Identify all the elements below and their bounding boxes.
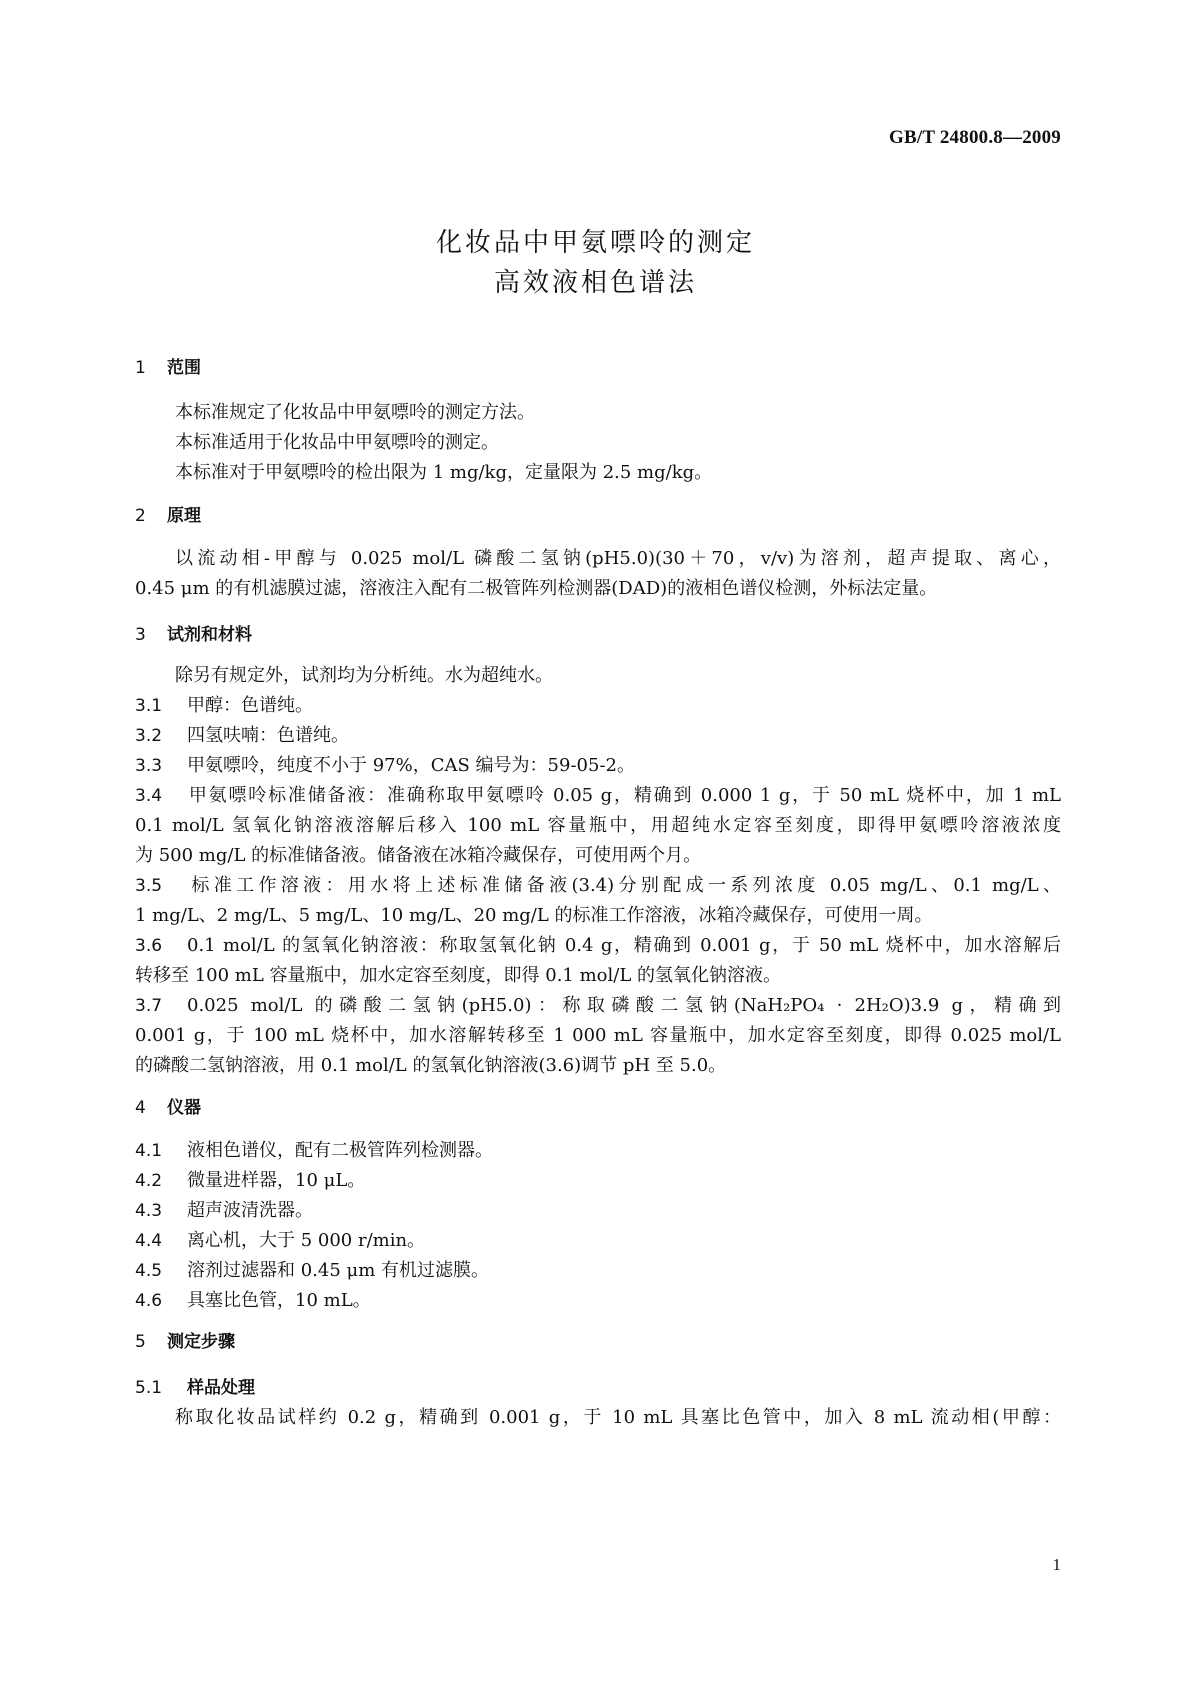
item-4-2 — [135, 1166, 365, 1192]
item-text: 四氢呋喃：色谱纯。 — [187, 725, 349, 746]
item-number: 4.1 — [135, 1141, 163, 1161]
document-subtitle: 高效液相色谱法 — [493, 268, 697, 298]
item-number: 3.3 — [135, 756, 163, 776]
item-3-6-line-2: 转移至 100 mL 容量瓶中，加水定容至刻度，即得 0.1 mol/L 的氢氧化钠溶液。 — [135, 965, 782, 986]
item-text: 超声波清洗器。 — [187, 1200, 313, 1221]
section-5-number: 5 — [135, 1332, 146, 1352]
subsection-5-1-number: 5.1 — [135, 1378, 163, 1398]
section-3-heading — [135, 620, 252, 645]
item-number: 4.6 — [135, 1291, 163, 1311]
section-4-heading — [135, 1093, 201, 1118]
section-5-heading — [135, 1327, 235, 1352]
item-3-7-line-3: 的磷酸二氢钠溶液，用 0.1 mol/L 的氢氧化钠溶液(3.6)调节 pH 至 5.0。 — [135, 1055, 727, 1076]
s1-paragraph-3: 本标准对于甲氨嘌呤的检出限为 1 mg/kg，定量限为 2.5 mg/kg。 — [175, 462, 713, 483]
item-3-1 — [135, 691, 313, 717]
section-2-number: 2 — [135, 506, 146, 526]
item-3-7 — [135, 991, 1061, 1017]
item-text: 甲氨嘌呤标准储备液：准确称取甲氨嘌呤 0.05 g，精确到 0.000 1 g，于 50 mL 烧杯中，加 1 mL — [187, 785, 1061, 806]
section-2-heading — [135, 501, 201, 526]
item-3-4 — [135, 781, 1061, 807]
item-3-7-line-2: 0.001 g，于 100 mL 烧杯中，加水溶解转移至 1 000 mL 容量瓶中，加水定容至刻度，即得 0.025 mol/L — [135, 1025, 1061, 1046]
item-3-5 — [135, 871, 1061, 897]
item-number: 4.4 — [135, 1231, 163, 1251]
s1-paragraph-2: 本标准适用于化妆品中甲氨嘌呤的测定。 — [175, 432, 499, 453]
s3-intro: 除另有规定外，试剂均为分析纯。水为超纯水。 — [175, 665, 553, 686]
item-3-5-line-2: 1 mg/L、2 mg/L、5 mg/L、10 mg/L、20 mg/L 的标准工作溶液，冰箱冷藏保存，可使用一周。 — [135, 905, 933, 926]
document-title: 化妆品中甲氨嘌呤的测定 — [435, 228, 755, 258]
item-3-3 — [135, 751, 635, 777]
s1-paragraph-1: 本标准规定了化妆品中甲氨嘌呤的测定方法。 — [175, 402, 535, 423]
item-3-4-line-2: 0.1 mol/L 氢氧化钠溶液溶解后移入 100 mL 容量瓶中，用超纯水定容至刻度，即得甲氨嘌呤溶液浓度 — [135, 815, 1061, 836]
section-3-title: 试剂和材料 — [167, 625, 252, 645]
item-4-4 — [135, 1226, 425, 1252]
item-number: 3.4 — [135, 786, 163, 806]
item-text: 甲醇：色谱纯。 — [187, 695, 313, 716]
item-number: 3.5 — [135, 876, 163, 896]
section-4-title: 仪器 — [167, 1098, 201, 1118]
s2-line-1: 以流动相-甲醇与 0.025 mol/L 磷酸二氢钠(pH5.0)(30＋70，v/v)为溶剂，超声提取、离心， — [175, 548, 1061, 569]
item-number: 4.3 — [135, 1201, 163, 1221]
item-3-2 — [135, 721, 349, 747]
item-3-6 — [135, 931, 1061, 957]
item-4-5 — [135, 1256, 489, 1282]
item-number: 3.1 — [135, 696, 163, 716]
item-text: 0.1 mol/L 的氢氧化钠溶液：称取氢氧化钠 0.4 g，精确到 0.001 g，于 50 mL 烧杯中，加水溶解后 — [187, 935, 1061, 956]
section-1-title: 范围 — [167, 358, 201, 378]
item-4-6 — [135, 1286, 371, 1312]
section-5-title: 测定步骤 — [167, 1332, 235, 1352]
item-4-3 — [135, 1196, 313, 1222]
item-text: 液相色谱仪，配有二极管阵列检测器。 — [187, 1140, 493, 1161]
s5-1-line-1: 称取化妆品试样约 0.2 g，精确到 0.001 g，于 10 mL 具塞比色管中，加入 8 mL 流动相(甲醇： — [175, 1407, 1061, 1428]
item-3-4-line-3: 为 500 mg/L 的标准储备液。储备液在冰箱冷藏保存，可使用两个月。 — [135, 845, 702, 866]
section-1-heading — [135, 353, 201, 378]
item-text: 0.025 mol/L 的磷酸二氢钠(pH5.0)：称取磷酸二氢钠(NaH₂PO₄ · 2H₂O)3.9 g，精确到 — [187, 995, 1061, 1016]
section-2-title: 原理 — [167, 506, 201, 526]
item-text: 溶剂过滤器和 0.45 μm 有机过滤膜。 — [187, 1260, 490, 1281]
section-4-number: 4 — [135, 1098, 146, 1118]
item-text: 离心机，大于 5 000 r/min。 — [187, 1230, 426, 1251]
item-text: 标准工作溶液：用水将上述标准储备液(3.4)分别配成一系列浓度 0.05 mg/L、0.1 mg/L、 — [187, 875, 1061, 896]
item-number: 3.7 — [135, 996, 163, 1016]
item-number: 3.6 — [135, 936, 163, 956]
item-number: 3.2 — [135, 726, 163, 746]
item-number: 4.2 — [135, 1171, 163, 1191]
subsection-5-1-title: 样品处理 — [187, 1378, 255, 1398]
page-number: 1 — [1052, 1555, 1061, 1574]
item-text: 微量进样器，10 μL。 — [187, 1170, 366, 1191]
section-1-number: 1 — [135, 358, 146, 378]
item-number: 4.5 — [135, 1261, 163, 1281]
s2-line-2: 0.45 μm 的有机滤膜过滤，溶液注入配有二极管阵列检测器(DAD)的液相色谱仪检测，外标法定量。 — [135, 578, 938, 599]
standard-number: GB/T 24800.8—2009 — [889, 127, 1061, 148]
item-4-1 — [135, 1136, 493, 1162]
section-3-number: 3 — [135, 625, 146, 645]
item-text: 甲氨嘌呤，纯度不小于 97%，CAS 编号为：59-05-2。 — [187, 755, 635, 776]
subsection-5-1-heading — [135, 1373, 255, 1398]
item-text: 具塞比色管，10 mL。 — [187, 1290, 371, 1311]
